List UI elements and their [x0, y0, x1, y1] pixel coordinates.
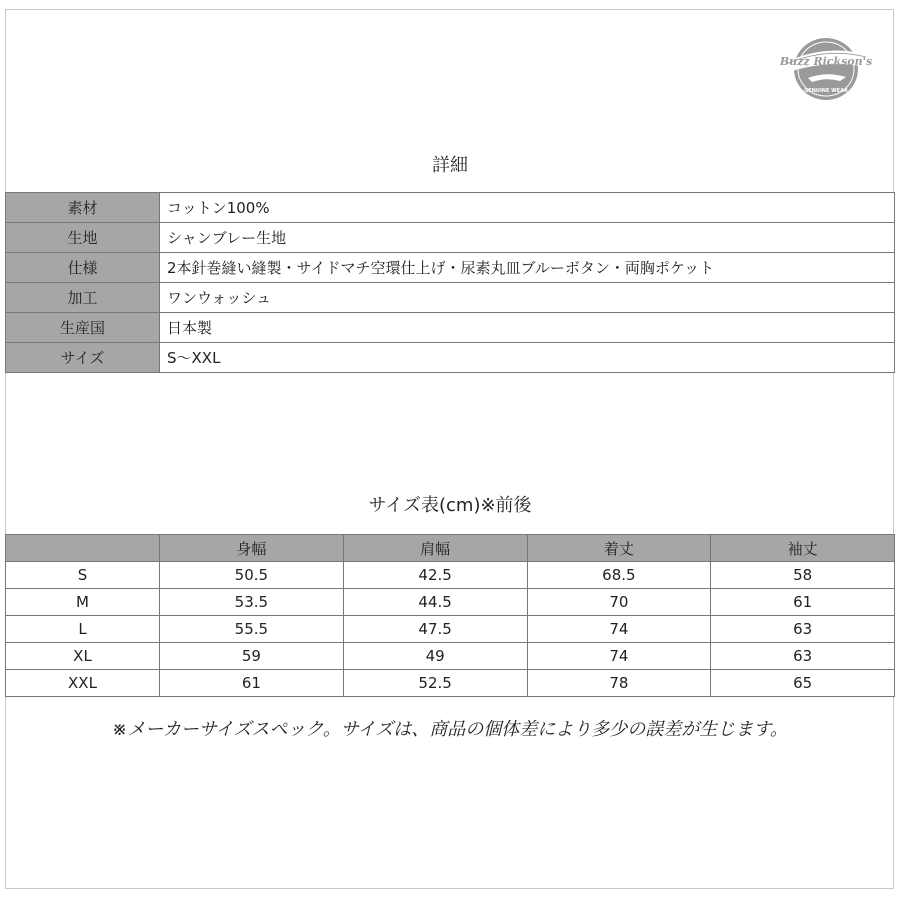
detail-value: ワンウォッシュ [160, 283, 895, 313]
detail-label: 加工 [6, 283, 160, 313]
table-cell: 52.5 [343, 670, 527, 697]
detail-value: 2本針巻縫い縫製・サイドマチ空環仕上げ・尿素丸皿ブルーボタン・両胸ポケット [160, 253, 895, 283]
size-disclaimer-note: ※メーカーサイズスペック。サイズは、商品の個体差により多少の誤差が生じます。 [112, 719, 788, 740]
table-row [6, 193, 895, 223]
table-row [6, 616, 895, 643]
detail-value: コットン100% [160, 193, 895, 223]
table-cell: 47.5 [343, 616, 527, 643]
detail-label: 生地 [6, 223, 160, 253]
table-row [6, 643, 895, 670]
table-cell: 74 [527, 643, 711, 670]
table-cell: 63 [711, 643, 895, 670]
detail-label: 素材 [6, 193, 160, 223]
detail-value: 日本製 [160, 313, 895, 343]
table-cell: 53.5 [160, 589, 344, 616]
size-label: M [6, 589, 160, 616]
table-cell: 70 [527, 589, 711, 616]
table-cell: 63 [711, 616, 895, 643]
size-label: L [6, 616, 160, 643]
detail-label: 仕様 [6, 253, 160, 283]
brand-logo [780, 33, 872, 103]
size-chart-title: サイズ表(cm)※前後 [368, 495, 532, 516]
table-row [6, 562, 895, 589]
table-cell: 65 [711, 670, 895, 697]
table-cell: 68.5 [527, 562, 711, 589]
column-header: 身幅 [160, 535, 344, 562]
table-cell: 59 [160, 643, 344, 670]
table-cell: 61 [160, 670, 344, 697]
detail-value: シャンブレー生地 [160, 223, 895, 253]
table-cell: 50.5 [160, 562, 344, 589]
table-row [6, 283, 895, 313]
table-cell: 78 [527, 670, 711, 697]
logo-script-text: Buzz Rickson's [780, 55, 872, 68]
table-row [6, 589, 895, 616]
size-label: XXL [6, 670, 160, 697]
detail-label: サイズ [6, 343, 160, 373]
table-cell: 44.5 [343, 589, 527, 616]
table-row [6, 253, 895, 283]
table-row [6, 670, 895, 697]
column-header: 肩幅 [343, 535, 527, 562]
table-header-row [6, 535, 895, 562]
table-cell: 74 [527, 616, 711, 643]
table-row [6, 223, 895, 253]
column-header: 袖丈 [711, 535, 895, 562]
details-title: 詳細 [432, 155, 468, 176]
table-cell: 58 [711, 562, 895, 589]
page-frame [5, 9, 894, 889]
logo-sub-text: GENUINE WEAR [804, 88, 848, 94]
table-row [6, 343, 895, 373]
size-label: S [6, 562, 160, 589]
column-header [6, 535, 160, 562]
table-cell: 61 [711, 589, 895, 616]
table-cell: 42.5 [343, 562, 527, 589]
detail-label: 生産国 [6, 313, 160, 343]
table-row [6, 313, 895, 343]
size-label: XL [6, 643, 160, 670]
size-chart-table [5, 534, 895, 697]
detail-value: S〜XXL [160, 343, 895, 373]
table-cell: 49 [343, 643, 527, 670]
column-header: 着丈 [527, 535, 711, 562]
table-cell: 55.5 [160, 616, 344, 643]
details-table [5, 192, 895, 373]
